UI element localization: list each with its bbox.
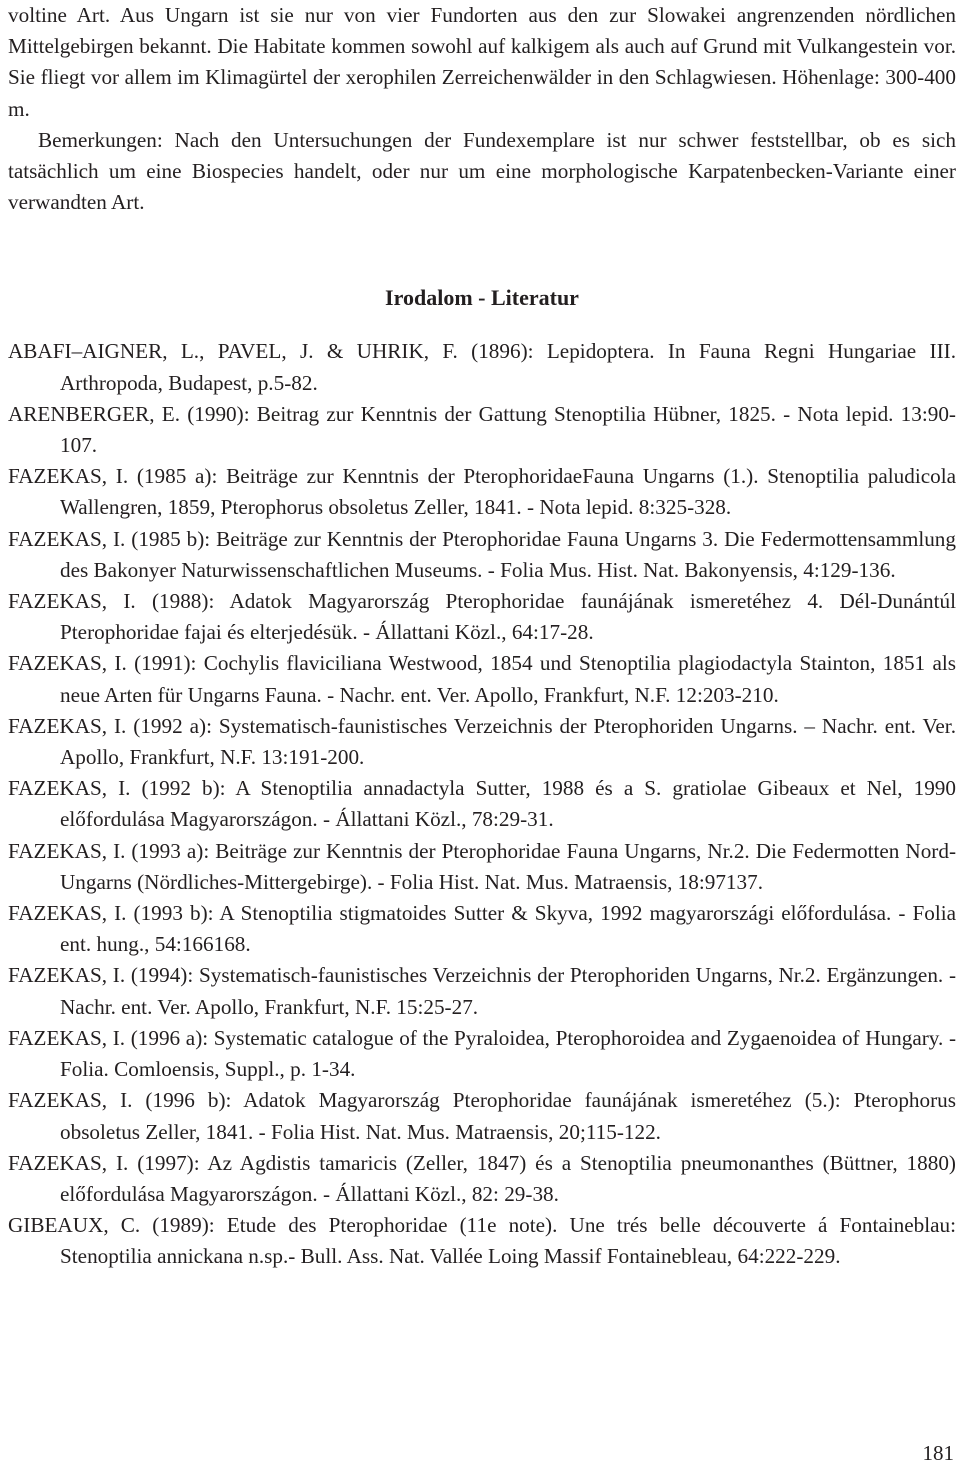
reference-item: FAZEKAS, I. (1993 a): Beiträge zur Kenntnis der Pterophoridae Fauna Ungarns, Nr.2. Die Federmotten Nord-Ungarns (Nördliches-Mittergebirge). - Folia Hist. Nat. Mus. Matraensis, 18:97137. xyxy=(8,838,956,894)
reference-item: FAZEKAS, I. (1993 b): A Stenoptilia stigmatoides Sutter & Skyva, 1992 magyarországi előfordulása. - Folia ent. hung., 54:166168. xyxy=(8,901,956,957)
reference-item: FAZEKAS, I. (1994): Systematisch-faunistisches Verzeichnis der Pterophoriden Ungarns, Nr.2. Ergänzungen. - Nachr. ent. Ver. Apollo, Frankfurt, N.F. 15:25-27. xyxy=(8,963,956,1019)
reference-item: GIBEAUX, C. (1989): Etude des Pterophoridae (11e note). Une trés belle découverte á Fontaineblau: Stenoptilia annickana n.sp.- Bull. Ass. Nat. Vallée Loing Massif Fontainebleau, 64:222-229. xyxy=(8,1213,956,1269)
reference-item: FAZEKAS, I. (1988): Adatok Magyarország Pterophoridae faunájának ismeretéhez 4. Dél-Dunántúl Pterophoridae fajai és elterjedésük. - Állattani Közl., 64:17-28. xyxy=(8,589,956,645)
page-number: 181 xyxy=(922,1441,954,1465)
remarks-paragraph: Bemerkungen: Nach den Untersuchungen der Fundexemplare ist nur schwer feststellbar, ob es sich tatsächlich um eine Biospecies handelt, oder nur um eine morphologische Karpatenbecken-Variante einer verwandten Art. xyxy=(8,127,956,215)
reference-item: FAZEKAS, I. (1992 a): Systematisch-faunistisches Verzeichnis der Pterophoriden Ungarns. – Nachr. ent. Ver. Apollo, Frankfurt, N.F. 13:191-200. xyxy=(8,713,956,770)
section-heading: Irodalom - Literatur xyxy=(385,285,579,311)
reference-item: FAZEKAS, I. (1985 b): Beiträge zur Kenntnis der Pterophoridae Fauna Ungarns 3. Die Federmottensammlung des Bakonyer Naturwissenschaftlichen Museums. - Folia Mus. Hist. Nat. Bakonyensis, 4:129-136. xyxy=(8,526,956,582)
reference-item: FAZEKAS, I. (1996 a): Systematic catalogue of the Pyraloidea, Pterophoroidea and Zygaenoidea of Hungary. - Folia. Comloensis, Suppl., p. 1-34. xyxy=(8,1025,956,1082)
reference-item: FAZEKAS, I. (1985 a): Beiträge zur Kenntnis der PterophoridaeFauna Ungarns (1.). Stenoptilia paludicola Wallengren, 1859, Pterophorus obsoletus Zeller, 1841. - Nota lepid. 8:325-328. xyxy=(8,464,956,520)
reference-item: FAZEKAS, I. (1997): Az Agdistis tamaricis (Zeller, 1847) és a Stenoptilia pneumonanthes (Büttner, 1880) előfordulása Magyarországon. - Állattani Közl., 82: 29-38. xyxy=(8,1150,956,1206)
reference-list xyxy=(8,336,956,1272)
document-page xyxy=(8,0,956,1273)
reference-item: ABAFI–AIGNER, L., PAVEL, J. & UHRIK, F. (1896): Lepidoptera. In Fauna Regni Hungariae III. Arthropoda, Budapest, p.5-82. xyxy=(8,339,956,395)
reference-item: FAZEKAS, I. (1992 b): A Stenoptilia annadactyla Sutter, 1988 és a S. gratiolae Gibeaux et Nel, 1990 előfordulása Magyarországon. - Állattani Közl., 78:29-31. xyxy=(8,776,956,832)
reference-item: FAZEKAS, I. (1991): Cochylis flaviciliana Westwood, 1854 und Stenoptilia plagiodactyla Stainton, 1851 als neue Arten für Ungarns Fauna. - Nachr. ent. Ver. Apollo, Frankfurt, N.F. 12:203-210. xyxy=(8,651,956,707)
reference-item: FAZEKAS, I. (1996 b): Adatok Magyarország Pterophoridae faunájának ismeretéhez (5.): Pterophorus obsoletus Zeller, 1841. - Folia Hist. Nat. Mus. Matraensis, 20;115-122. xyxy=(8,1088,956,1144)
reference-item: ARENBERGER, E. (1990): Beitrag zur Kenntnis der Gattung Stenoptilia Hübner, 1825. - Nota lepid. 13:90-107. xyxy=(8,401,956,458)
body-paragraph: voltine Art. Aus Ungarn ist sie nur von vier Fundorten aus den zur Slowakei angrenzenden nördlichen Mittelgebirgen bekannt. Die Habitate kommen sowohl auf kalkigem als auch auf Grund mit Vulkangestein vor. Sie fliegt vor allem im Klimagürtel der xerophilen Zerreichenwälder in den Schlagwiesen. Höhenlage: 300-400 m. xyxy=(8,3,956,121)
